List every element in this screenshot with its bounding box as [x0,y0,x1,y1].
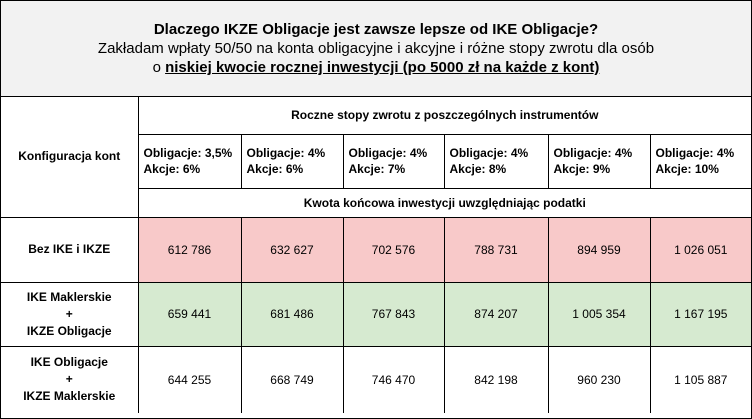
value-cell: 659 441 [138,282,241,346]
stock-rate: Akcje: 6% [246,162,304,176]
rates-header: Roczne stopy zwrotu z poszczególnych instrumentów [138,97,751,134]
table-row [1,217,751,282]
value-cell: 788 731 [444,217,548,282]
title-amount-line [1,58,751,77]
returns-table [1,97,751,413]
bond-rate: Obligacje: 4% [655,146,735,160]
value-cell: 842 198 [444,346,548,413]
rate-cell [241,134,343,188]
bond-rate: Obligacje: 4% [449,146,529,160]
value-cell: 767 843 [343,282,444,346]
value-cell: 612 786 [138,217,241,282]
table-row [1,346,751,413]
row-label-line: + [65,306,73,321]
stock-rate: Akcje: 8% [449,162,507,176]
stock-rate: Akcje: 7% [348,162,406,176]
row-label [1,346,138,413]
value-cell: 702 576 [343,217,444,282]
row-label-line: IKZE Obligacje [26,323,112,338]
value-cell: 681 486 [241,282,343,346]
bond-rate: Obligacje: 4% [553,146,633,160]
value-cell: 632 627 [241,217,343,282]
row-label-line: Bez IKE i IKZE [28,242,111,256]
title-block [1,1,751,97]
bond-rate: Obligacje: 3,5% [143,146,233,160]
table-row [1,282,751,346]
value-cell: 668 749 [241,346,343,413]
row-label [1,282,138,346]
title-amount-underlined: niskiej kwocie rocznej inwestycji (po 5000 zł na każde z kont) [165,59,600,76]
stock-rate: Akcje: 9% [553,162,611,176]
config-header: Konfiguracja kont [1,97,138,217]
stock-rate: Akcje: 10% [655,162,719,176]
value-cell: 874 207 [444,282,548,346]
rate-cell [343,134,444,188]
row-label-line: IKE Maklerskie [26,289,112,304]
value-cell: 960 230 [548,346,650,413]
row-label-line: IKE Obligacje [30,355,108,370]
value-cell: 1 105 887 [650,346,751,413]
row-label [1,217,138,282]
value-cell: 746 470 [343,346,444,413]
stock-rate: Akcje: 6% [143,162,201,176]
value-cell: 894 959 [548,217,650,282]
value-cell: 1 005 354 [548,282,650,346]
value-cell: 644 255 [138,346,241,413]
rate-cell [650,134,751,188]
value-cell: 1 026 051 [650,217,751,282]
value-cell: 1 167 195 [650,282,751,346]
title-assumption: Zakładam wpłaty 50/50 na konta obligacyjne i akcyjne i różne stopy zwrotu dla osób [97,40,655,57]
rate-cell [138,134,241,188]
bond-rate: Obligacje: 4% [246,146,326,160]
row-label-line: + [65,372,73,387]
rate-cell [444,134,548,188]
title-question: Dlaczego IKZE Obligacje jest zawsze lepsze od IKE Obligacje? [153,21,599,38]
title-amount-prefix: o [152,59,166,76]
result-header: Kwota końcowa inwestycji uwzględniając podatki [138,188,751,217]
row-label-line: IKZE Maklerskie [23,389,116,404]
rate-cell [548,134,650,188]
bond-rate: Obligacje: 4% [348,146,428,160]
